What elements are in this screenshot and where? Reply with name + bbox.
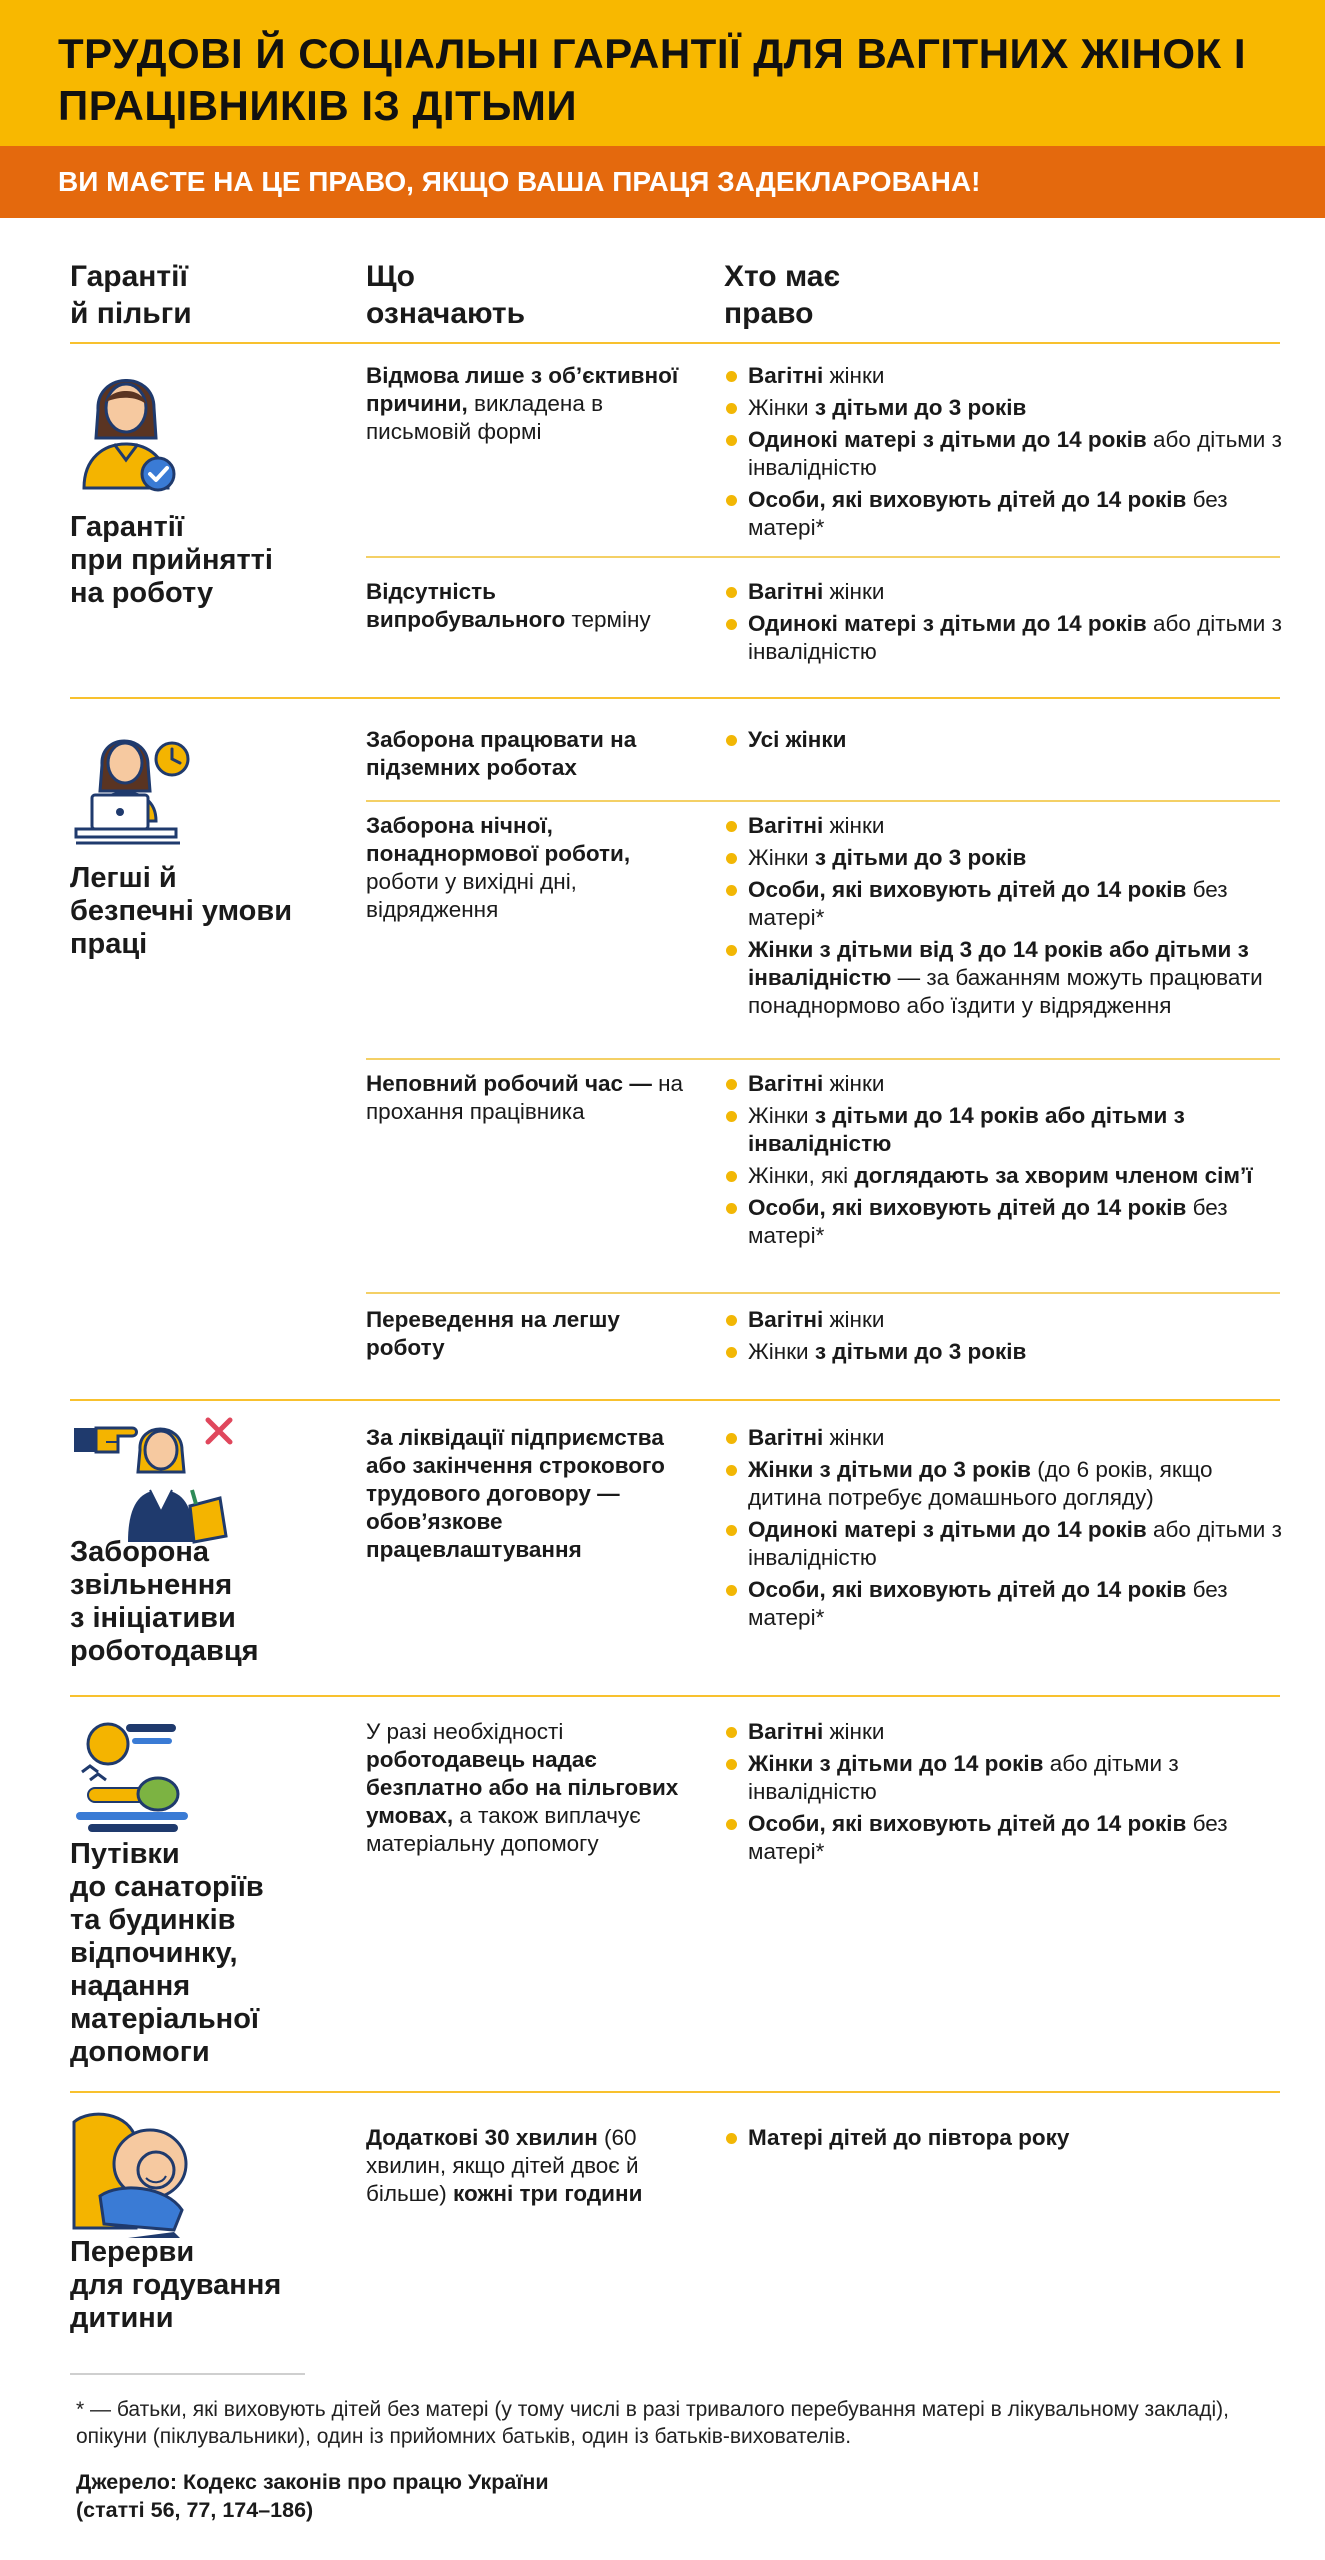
bold-text: Неповний робочий час — (366, 1071, 652, 1096)
category-title-hiring: Гарантії при прийнятті на роботу (70, 511, 273, 609)
eligible-item (724, 1718, 1284, 1746)
text: на прохання працівника (366, 1071, 684, 1124)
eligible-item (724, 1456, 1284, 1512)
eligible-item (724, 1810, 1284, 1866)
eligible-item (724, 812, 1284, 840)
eligible-item (724, 2124, 1284, 2152)
mother-baby-icon (70, 2112, 200, 2242)
bold-text: Жінки з дітьми до 14 років (748, 1751, 1044, 1776)
eligible-item (724, 1102, 1284, 1158)
bold-text: Одинокі матері з дітьми до 14 років (748, 1517, 1147, 1542)
text: жінки (823, 1307, 885, 1332)
text: викладена в письмовій формі (366, 391, 604, 444)
text: — за бажанням можуть працювати понаднормово або їздити у відрядження (748, 965, 1263, 1018)
column-header-meaning: Що означають (366, 260, 526, 330)
bold-text: Вагітні (748, 363, 824, 388)
eligible-item (724, 1306, 1284, 1334)
meaning-cell (366, 726, 696, 782)
bold-text: Переведення на легшу роботу (366, 1307, 620, 1360)
footnote: * — батьки, які виховують дітей без матері (у тому числі в разі тривалого перебування матері в лікувальному закладі), опікуни (піклувальники), один із прийомних батьків, один із батьків-вихователів. (76, 2398, 1229, 2448)
bold-text: Вагітні (748, 579, 824, 604)
eligible-item (724, 844, 1284, 872)
woman-pointing-hand-cross-icon (70, 1414, 250, 1544)
text: (60 хвилин, якщо дітей двоє й більше) (366, 2125, 639, 2206)
bold-text: Вагітні (748, 1719, 824, 1744)
text: У разі необхідності (366, 1719, 564, 1744)
bold-text: з дітьми до 3 років (814, 1339, 1027, 1364)
meaning-cell (366, 1424, 696, 1564)
eligible-item (724, 1576, 1284, 1632)
bold-text: Вагітні (748, 1071, 824, 1096)
eligible-list (724, 726, 1284, 758)
bold-text: Відмова лише з об’єктивної причини, (366, 363, 679, 416)
bold-text: Відсутність випробувального (366, 579, 566, 632)
bold-text: з дітьми до 3 років (814, 845, 1027, 870)
meaning-cell (366, 362, 696, 446)
text: або дітьми з інвалідністю (748, 1517, 1282, 1570)
section-divider (70, 1399, 1280, 1401)
text: а також виплачує матеріальну допомогу (366, 1803, 641, 1856)
category-title-resorts: Путівки до санаторіїв та будинків відпочинку, надання матеріальної допомоги (70, 1838, 264, 2068)
eligible-item (724, 1424, 1284, 1452)
page-title: ТРУДОВІ Й СОЦІАЛЬНІ ГАРАНТІЇ ДЛЯ ВАГІТНИХ ЖІНОК І ПРАЦІВНИКІВ ІЗ ДІТЬМИ (58, 30, 1247, 129)
category-title-conditions: Легші й безпечні умови праці (70, 862, 293, 960)
bold-text: Вагітні (748, 1307, 824, 1332)
source-citation: Джерело: Кодекс законів про працю України (статті 56, 77, 174–186) (76, 2470, 549, 2522)
eligible-item (724, 876, 1284, 932)
meaning-cell (366, 812, 696, 924)
row-divider (366, 1058, 1280, 1060)
meaning-cell (366, 1070, 696, 1126)
text: без матері* (748, 1811, 1228, 1864)
text: без матері* (748, 487, 1228, 540)
eligible-item (724, 1070, 1284, 1098)
bold-text: Усі жінки (748, 727, 847, 752)
column-header-eligible: Хто має право (724, 260, 841, 330)
bold-text: роботодавець надає безплатно або на пільгових умовах, (366, 1747, 679, 1828)
eligible-list (724, 1718, 1284, 1870)
eligible-item (724, 486, 1284, 542)
section-divider (70, 2091, 1280, 2093)
bold-text: Особи, які виховують дітей до 14 років (748, 487, 1187, 512)
eligible-item (724, 426, 1284, 482)
meaning-cell (366, 1306, 696, 1362)
text: або дітьми з інвалідністю (748, 1751, 1179, 1804)
bold-text: Одинокі матері з дітьми до 14 років (748, 611, 1147, 636)
eligible-item (724, 726, 1284, 754)
eligible-list (724, 1306, 1284, 1370)
row-divider (366, 800, 1280, 802)
text: або дітьми з інвалідністю (748, 611, 1282, 664)
text: терміну (565, 607, 651, 632)
bold-text: Додаткові 30 хвилин (366, 2125, 598, 2150)
section-divider (70, 1695, 1280, 1697)
subtitle-banner (0, 146, 1325, 218)
meaning-cell (366, 2124, 696, 2208)
text: Жінки (748, 845, 815, 870)
text: жінки (823, 1425, 885, 1450)
text: Жінки (748, 395, 815, 420)
text: жінки (823, 1719, 885, 1744)
category-title-dismissal: Заборона звільнення з ініціативи роботодавця (70, 1536, 259, 1667)
bold-text: Матері дітей до півтора року (748, 2125, 1070, 2150)
bold-text: Одинокі матері з дітьми до 14 років (748, 427, 1147, 452)
text: без матері* (748, 877, 1228, 930)
bold-text: Вагітні (748, 1425, 824, 1450)
meaning-cell (366, 578, 696, 634)
text: без матері* (748, 1577, 1228, 1630)
eligible-list (724, 1424, 1284, 1636)
eligible-item (724, 610, 1284, 666)
eligible-item (724, 1750, 1284, 1806)
eligible-item (724, 1162, 1284, 1190)
eligible-list (724, 362, 1284, 546)
eligible-item (724, 1516, 1284, 1572)
woman-laptop-clock-icon (70, 725, 200, 855)
eligible-item (724, 1194, 1284, 1250)
eligible-list (724, 1070, 1284, 1254)
bold-text: Особи, які виховують дітей до 14 років (748, 1577, 1187, 1602)
eligible-list (724, 578, 1284, 670)
row-divider (366, 1292, 1280, 1294)
text: Жінки, які (748, 1163, 855, 1188)
bold-text: з дітьми до 3 років (814, 395, 1027, 420)
bold-text: Особи, які виховують дітей до 14 років (748, 1811, 1187, 1836)
column-header-guarantees: Гарантії й пільги (70, 260, 192, 330)
text: або дітьми з інвалідністю (748, 427, 1282, 480)
bold-text: Особи, які виховують дітей до 14 років (748, 877, 1187, 902)
text: жінки (823, 813, 885, 838)
text: Жінки (748, 1339, 815, 1364)
bold-text: кожні три години (453, 2181, 643, 2206)
meaning-cell (366, 1718, 696, 1858)
text: роботи у вихідні дні, відрядження (366, 869, 577, 922)
woman-check-icon (70, 362, 200, 492)
bold-text: Заборона працювати на підземних роботах (366, 727, 637, 780)
header-banner (0, 0, 1325, 146)
eligible-list (724, 812, 1284, 1024)
bold-text: доглядають за хворим членом сім’ї (854, 1163, 1253, 1188)
text: жінки (823, 579, 885, 604)
row-divider (366, 556, 1280, 558)
sun-sea-island-icon (70, 1716, 200, 1846)
bold-text: Особи, які виховують дітей до 14 років (748, 1195, 1187, 1220)
eligible-list (724, 2124, 1284, 2156)
bold-text: За ліквідації підприємства або закінчення строкового трудового договору — обов’язкове працевлаштування (366, 1425, 665, 1562)
section-divider (70, 697, 1280, 699)
header-divider (70, 342, 1280, 344)
text: (до 6 років, якщо дитина потребує домашнього догляду) (748, 1457, 1213, 1510)
eligible-item (724, 1338, 1284, 1366)
eligible-item (724, 362, 1284, 390)
category-title-feeding: Перерви для годування дитини (70, 2236, 282, 2334)
text: жінки (823, 1071, 885, 1096)
bold-text: Заборона нічної, понаднормової роботи, (366, 813, 631, 866)
bold-text: Вагітні (748, 813, 824, 838)
bold-text: Жінки з дітьми до 3 років (748, 1457, 1031, 1482)
bold-text: з дітьми до 14 років або дітьми з інвалідністю (748, 1103, 1185, 1156)
footnote-divider (70, 2373, 305, 2375)
eligible-item (724, 394, 1284, 422)
eligible-item (724, 936, 1284, 1020)
text: Жінки (748, 1103, 815, 1128)
text: без матері* (748, 1195, 1228, 1248)
page-subtitle: ВИ МАЄТЕ НА ЦЕ ПРАВО, ЯКЩО ВАША ПРАЦЯ ЗАДЕКЛАРОВАНА! (58, 166, 981, 197)
bold-text: Жінки з дітьми від 3 до 14 років або дітьми з інвалідністю (748, 937, 1249, 990)
eligible-item (724, 578, 1284, 606)
text: жінки (823, 363, 885, 388)
